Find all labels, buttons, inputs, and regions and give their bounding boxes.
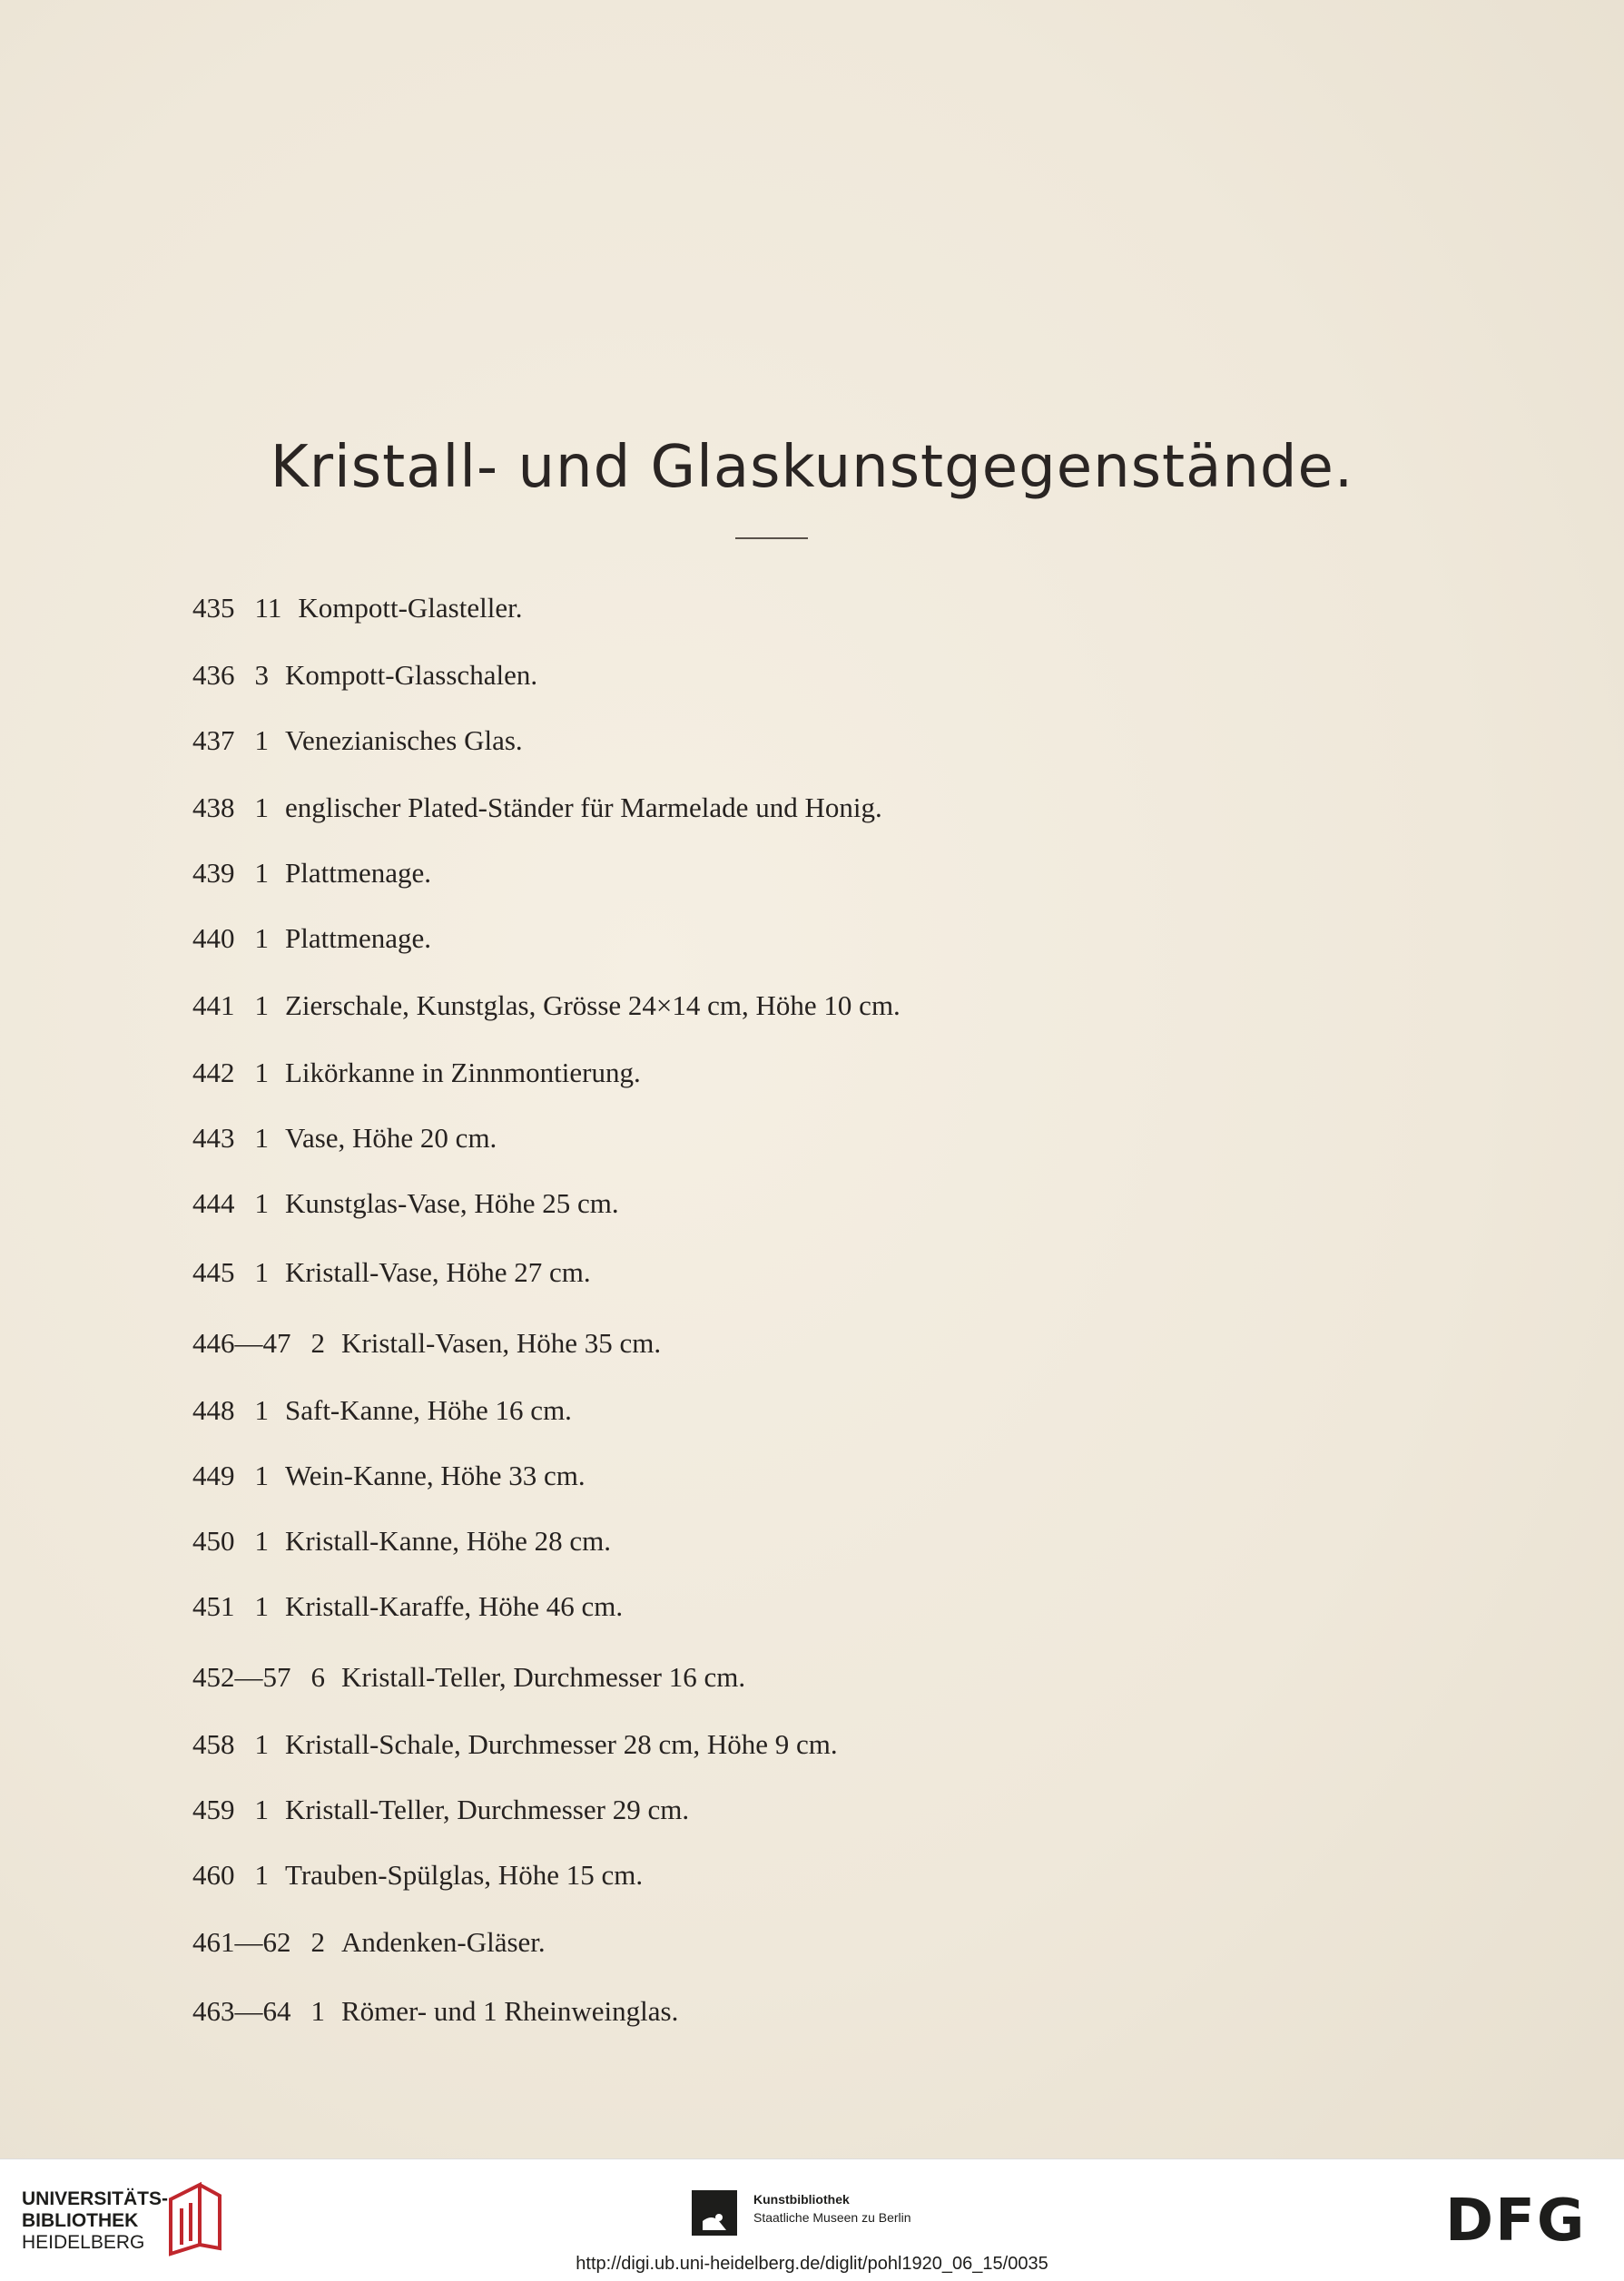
catalog-entry: [192, 592, 522, 632]
catalog-entry: [192, 791, 882, 831]
uni-line-3: HEIDELBERG: [22, 2232, 145, 2253]
quantity: 1: [254, 1394, 269, 1426]
catalog-entry: [192, 1327, 661, 1367]
catalog-entry: [192, 1590, 623, 1630]
item-description: Kompott-Glasteller.: [298, 592, 523, 624]
quantity: 1: [254, 1057, 269, 1088]
quantity: 1: [254, 1460, 269, 1491]
catalog-entry: [192, 989, 901, 1029]
item-description: Kompott-Glasschalen.: [285, 659, 538, 691]
item-description: Römer- und 1 Rheinweinglas.: [341, 1995, 679, 2027]
page-title: Kristall- und Glaskunstgegenstände.: [270, 434, 1354, 501]
item-description: Saft-Kanne, Höhe 16 cm.: [285, 1394, 572, 1426]
lot-number: 449: [192, 1460, 235, 1491]
item-description: Kristall-Teller, Durchmesser 16 cm.: [341, 1661, 746, 1693]
item-description: Zierschale, Kunstglas, Grösse 24×14 cm, Höhe 10 cm.: [285, 989, 901, 1021]
lot-number: 458: [192, 1728, 235, 1760]
catalog-entry: [192, 1460, 586, 1499]
quantity: 1: [254, 922, 269, 954]
item-description: Venezianisches Glas.: [285, 724, 523, 756]
item-description: Plattmenage.: [285, 922, 431, 954]
catalog-entry: [192, 1394, 572, 1434]
dfg-logo[interactable]: DFG: [1445, 2188, 1587, 2255]
catalog-entry: [192, 1794, 689, 1834]
uni-heidelberg-wordmark[interactable]: [22, 2188, 168, 2254]
lot-number: 439: [192, 857, 235, 889]
quantity: 1: [254, 1794, 269, 1825]
lot-number: 442: [192, 1057, 235, 1088]
quantity: 1: [254, 1525, 269, 1557]
item-description: Kristall-Teller, Durchmesser 29 cm.: [285, 1794, 690, 1825]
quantity: 1: [254, 724, 269, 756]
item-description: Trauben-Spülglas, Höhe 15 cm.: [285, 1859, 644, 1891]
lot-number: 460: [192, 1859, 235, 1891]
quantity: 1: [254, 1590, 269, 1622]
lot-number: 437: [192, 724, 235, 756]
catalog-entry: [192, 1995, 678, 2035]
quantity: 1: [254, 857, 269, 889]
catalog-entry: [192, 1728, 838, 1768]
quantity: 1: [254, 989, 269, 1021]
quantity: 1: [254, 791, 269, 823]
quantity: 1: [254, 1256, 269, 1288]
quantity: 1: [254, 1122, 269, 1154]
lot-number: 446—47: [192, 1327, 291, 1359]
lot-number: 443: [192, 1122, 235, 1154]
quantity: 1: [310, 1995, 325, 2027]
quantity: 3: [254, 659, 269, 691]
lot-number: 441: [192, 989, 235, 1021]
lot-number: 445: [192, 1256, 235, 1288]
item-description: Kristall-Kanne, Höhe 28 cm.: [285, 1525, 611, 1557]
item-description: Kristall-Karaffe, Höhe 46 cm.: [285, 1590, 624, 1622]
lot-number: 463—64: [192, 1995, 291, 2027]
lot-number: 452—57: [192, 1661, 291, 1693]
quantity: 1: [254, 1859, 269, 1891]
quantity: 2: [310, 1926, 325, 1958]
quantity: 1: [254, 1187, 269, 1219]
kunstbibliothek-name: Kunstbibliothek: [753, 2192, 850, 2207]
uni-heidelberg-logo-icon[interactable]: [163, 2181, 227, 2257]
catalog-entry: [192, 1122, 497, 1162]
kunstbibliothek-logo-icon: [692, 2190, 737, 2236]
lot-number: 459: [192, 1794, 235, 1825]
item-description: Plattmenage.: [285, 857, 431, 889]
catalog-entry: [192, 857, 431, 897]
kunstbibliothek-credit[interactable]: [692, 2190, 911, 2236]
lot-number: 438: [192, 791, 235, 823]
item-description: Wein-Kanne, Höhe 33 cm.: [285, 1460, 586, 1491]
lot-number: 451: [192, 1590, 235, 1622]
catalog-entry: [192, 1926, 546, 1966]
footer-bar: [0, 2158, 1624, 2281]
uni-line-2: BIBLIOTHEK: [22, 2210, 139, 2231]
lot-number: 444: [192, 1187, 235, 1219]
permalink-url[interactable]: http://digi.ub.uni-heidelberg.de/diglit/pohl1920_06_15/0035: [576, 2254, 1048, 2274]
item-description: Kristall-Schale, Durchmesser 28 cm, Höhe 9 cm.: [285, 1728, 838, 1760]
lot-number: 435: [192, 592, 235, 624]
catalog-entry: [192, 1057, 641, 1096]
catalog-entry: [192, 1256, 591, 1296]
uni-line-1: UNIVERSITÄTS-: [22, 2188, 169, 2209]
quantity: 2: [310, 1327, 325, 1359]
quantity: 11: [254, 592, 282, 624]
item-description: Andenken-Gläser.: [341, 1926, 546, 1958]
catalog-entry: [192, 1859, 643, 1899]
lot-number: 448: [192, 1394, 235, 1426]
item-description: Likörkanne in Zinnmontierung.: [285, 1057, 641, 1088]
lot-number: 436: [192, 659, 235, 691]
catalog-entry: [192, 1187, 619, 1227]
catalog-entry: [192, 1525, 611, 1565]
quantity: 6: [310, 1661, 325, 1693]
catalog-entry: [192, 922, 431, 962]
item-description: englischer Plated-Ständer für Marmelade und Honig.: [285, 791, 882, 823]
kunstbibliothek-subtitle: Staatliche Museen zu Berlin: [753, 2210, 911, 2225]
item-description: Vase, Höhe 20 cm.: [285, 1122, 497, 1154]
item-description: Kristall-Vasen, Höhe 35 cm.: [341, 1327, 662, 1359]
lot-number: 450: [192, 1525, 235, 1557]
lot-number: 461—62: [192, 1926, 291, 1958]
quantity: 1: [254, 1728, 269, 1760]
item-description: Kunstglas-Vase, Höhe 25 cm.: [285, 1187, 619, 1219]
catalog-entry: [192, 724, 523, 764]
item-description: Kristall-Vase, Höhe 27 cm.: [285, 1256, 591, 1288]
catalog-entry: [192, 1661, 745, 1701]
lot-number: 440: [192, 922, 235, 954]
catalog-entry: [192, 659, 537, 699]
